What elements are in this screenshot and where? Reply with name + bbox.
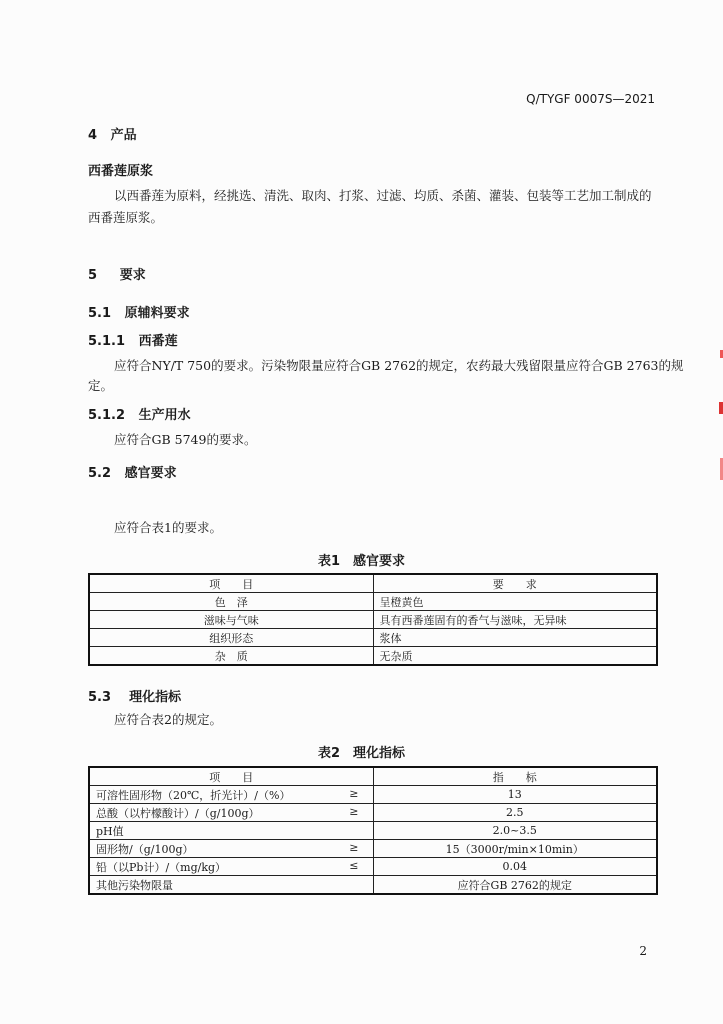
section-5-3-text: 应符合表2的规定。	[114, 712, 222, 727]
table-cell	[89, 876, 373, 895]
table1-caption: 表1 感官要求	[317, 554, 406, 569]
product-desc-line1: 以西番莲为原料，经挑选、清洗、取肉、打浆、过滤、均质、杀菌、灌装、包装等工艺加工制成的	[114, 188, 652, 203]
table-header-cell: 要 求	[373, 574, 657, 593]
table-row	[89, 629, 657, 647]
table-header-cell: 指 标	[373, 767, 657, 786]
table-row	[89, 858, 657, 876]
table-cell: 组织形态	[89, 629, 373, 647]
table-cell: 杂 质	[89, 647, 373, 666]
table-row	[89, 840, 657, 858]
section-5-1-heading	[88, 302, 190, 321]
table-header-cell: 项 目	[89, 574, 373, 593]
section-5-3-heading	[88, 686, 181, 705]
table-row	[89, 822, 657, 840]
section-num: 4	[88, 128, 98, 143]
comparison-symbol: ≥	[349, 840, 359, 854]
table-row	[89, 876, 657, 895]
section-5-1-2-heading	[88, 404, 191, 423]
section-num: 5	[88, 268, 98, 283]
item-label: 固形物/（g/100g）	[96, 842, 194, 856]
section-title: 要求	[119, 268, 146, 283]
section-title: 感官要求	[124, 466, 177, 481]
table-cell	[89, 804, 373, 822]
table2-caption: 表2 理化指标	[317, 746, 406, 761]
table-row	[89, 786, 657, 804]
section-5-1-1-heading	[88, 330, 178, 349]
item-label: 总酸（以柠檬酸计）/（g/100g）	[96, 806, 260, 820]
table-cell: 具有西番莲固有的香气与滋味，无异味	[373, 611, 657, 629]
table-row	[89, 593, 657, 611]
section-4-heading	[88, 124, 137, 143]
table-row	[89, 611, 657, 629]
table-cell	[89, 840, 373, 858]
table-header-cell: 项 目	[89, 767, 373, 786]
table-cell: 无杂质	[373, 647, 657, 666]
table-cell: 13	[373, 786, 657, 804]
section-num: 5.3	[88, 690, 112, 705]
doc-code: Q/TYGF 0007S—2021	[526, 92, 655, 106]
table-cell	[89, 858, 373, 876]
table-cell: 应符合GB 2762的规定	[373, 876, 657, 895]
table-cell: 色 泽	[89, 593, 373, 611]
comparison-symbol: ≤	[349, 858, 359, 872]
scan-mark	[719, 402, 723, 414]
page-number: 2	[639, 944, 647, 958]
item-label: 可溶性固形物（20℃，折光计）/（%）	[96, 788, 291, 802]
section-5-1-2-text: 应符合GB 5749的要求。	[114, 432, 257, 447]
item-label: pH值	[96, 824, 124, 838]
table-cell: 15（3000r/min×10min）	[373, 840, 657, 858]
item-label: 铅（以Pb计）/（mg/kg）	[96, 860, 227, 874]
table-cell	[89, 786, 373, 804]
table-cell: 浆体	[373, 629, 657, 647]
section-num: 5.1	[88, 306, 112, 321]
section-5-heading	[88, 264, 146, 283]
section-num: 5.1.2	[88, 408, 126, 423]
table-cell: 0.04	[373, 858, 657, 876]
table-cell	[89, 822, 373, 840]
table2	[88, 766, 658, 895]
table-cell: 呈橙黄色	[373, 593, 657, 611]
table-cell: 2.0~3.5	[373, 822, 657, 840]
table-header-row	[89, 767, 657, 786]
section-num: 5.2	[88, 466, 112, 481]
table-row	[89, 647, 657, 666]
section-5-1-1-text-line2: 定。	[88, 378, 114, 393]
section-5-1-1-text-line1: 应符合NY/T 750的要求。污染物限量应符合GB 2762的规定，农药最大残留限量应符合GB 2763的规	[114, 358, 684, 373]
section-title: 生产用水	[138, 408, 191, 423]
product-desc-line2: 西番莲原浆。	[88, 210, 164, 225]
comparison-symbol: ≥	[349, 786, 359, 800]
item-label: 其他污染物限量	[96, 878, 173, 892]
product-name: 西番莲原浆	[88, 164, 154, 179]
section-num: 5.1.1	[88, 334, 126, 349]
section-5-2-heading	[88, 462, 177, 481]
section-title: 理化指标	[129, 690, 182, 705]
section-title: 西番莲	[138, 334, 178, 349]
section-title: 产品	[110, 128, 137, 143]
table-row	[89, 804, 657, 822]
section-title: 原辅料要求	[124, 306, 190, 321]
table-header-row	[89, 574, 657, 593]
comparison-symbol: ≥	[349, 804, 359, 818]
table-cell: 滋味与气味	[89, 611, 373, 629]
section-5-2-text: 应符合表1的要求。	[114, 520, 222, 535]
table1	[88, 573, 658, 666]
table-cell: 2.5	[373, 804, 657, 822]
